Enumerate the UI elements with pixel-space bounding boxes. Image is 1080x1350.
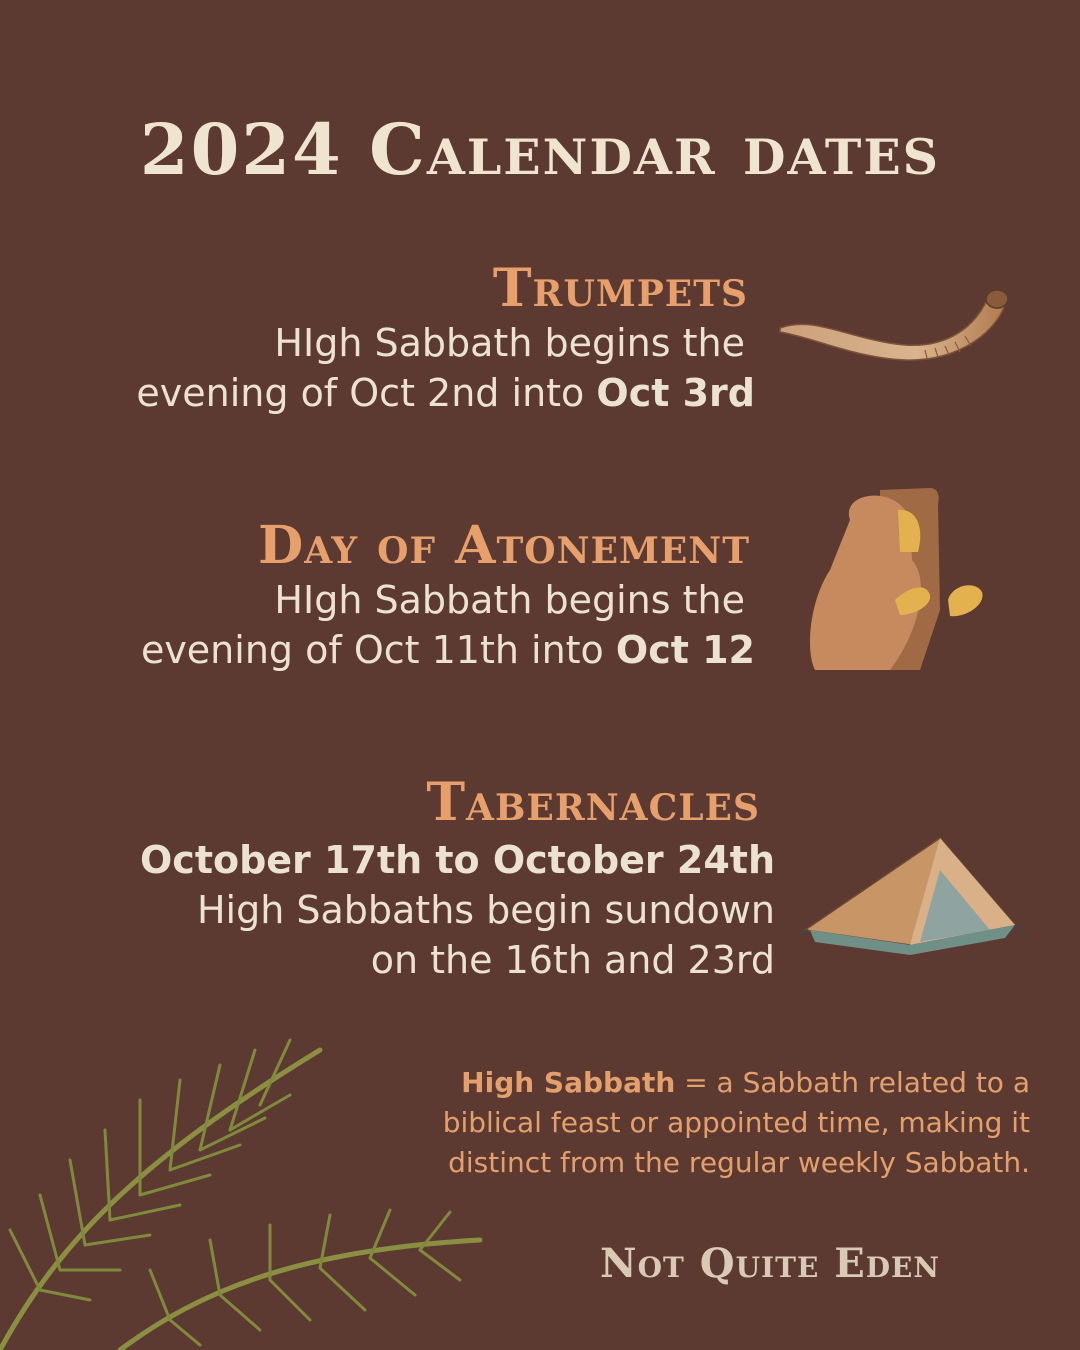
description-line: evening of Oct 11th into Oct 12: [140, 628, 755, 672]
note-line: High Sabbath = a Sabbath related to a: [461, 1066, 1030, 1099]
description-line: evening of Oct 2nd into Oct 3rd: [136, 371, 755, 415]
praying-figures-icon: [800, 480, 1000, 680]
date-range: October 17th to October 24th: [139, 838, 775, 882]
brand-logo-text: Not Quite Eden: [600, 1240, 940, 1287]
date-highlight: Oct 3rd: [596, 371, 755, 415]
event-description-day-of-atonement: [20, 575, 755, 675]
note-line: distinct from the regular weekly Sabbath.: [448, 1146, 1030, 1179]
page-title: 2024 Calendar dates: [139, 108, 941, 191]
description-line: on the 16th and 23rd: [370, 938, 775, 982]
description-line: HIgh Sabbath begins the: [274, 578, 745, 622]
defined-term: High Sabbath: [461, 1066, 676, 1099]
note-line: biblical feast or appointed time, making it: [442, 1106, 1030, 1139]
shofar-icon: [775, 270, 1015, 370]
event-title-day-of-atonement: Day of Atonement: [258, 515, 750, 576]
event-description-trumpets: [20, 318, 755, 418]
event-title-trumpets: Trumpets: [492, 258, 748, 319]
date-highlight: Oct 12: [615, 628, 755, 672]
description-line: High Sabbaths begin sundown: [196, 888, 775, 932]
description-line: HIgh Sabbath begins the: [274, 321, 745, 365]
high-sabbath-definition: [300, 1063, 1030, 1183]
event-description-tabernacles: [20, 835, 775, 985]
event-title-tabernacles: Tabernacles: [426, 772, 760, 833]
tent-icon: [790, 830, 1030, 960]
